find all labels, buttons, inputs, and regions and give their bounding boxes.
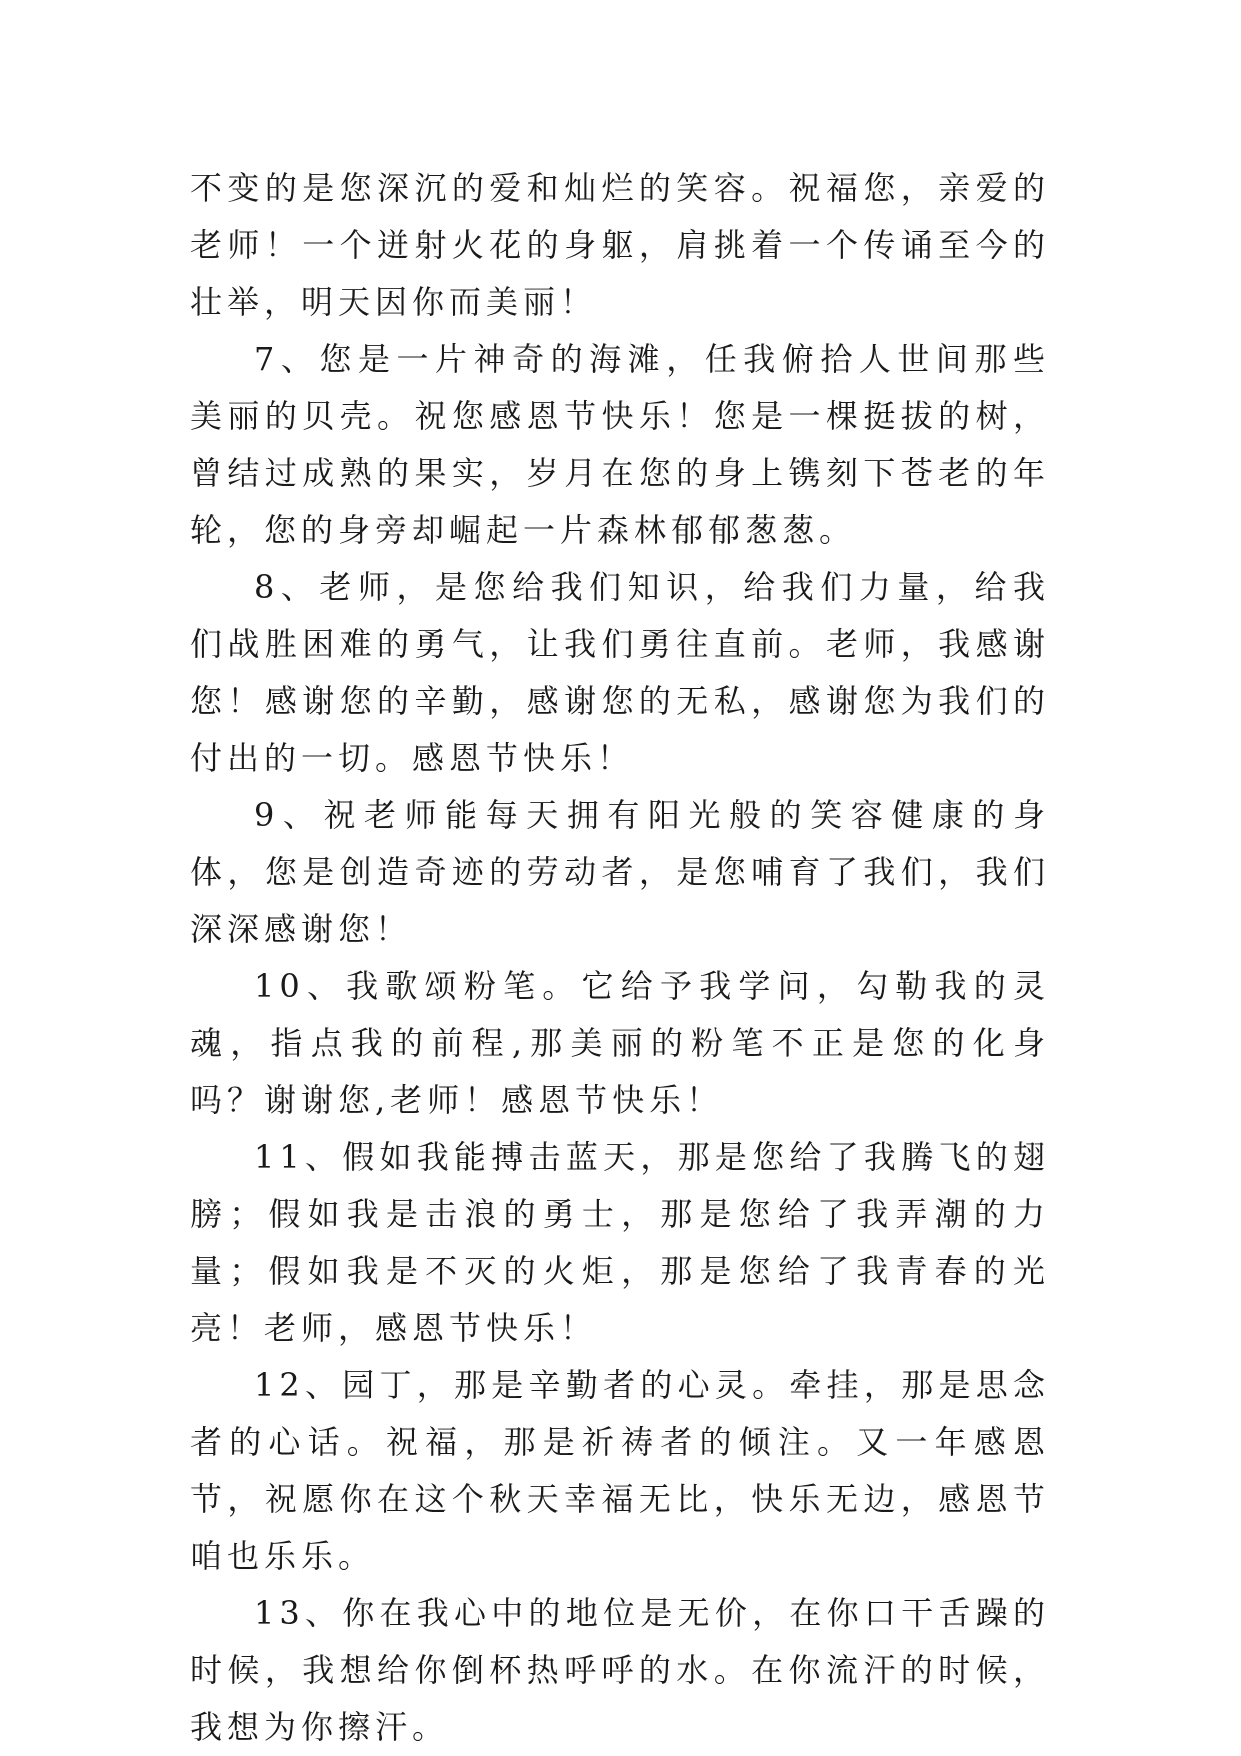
paragraph-item-10: 10、我歌颂粉笔。它给予我学问，勾勒我的灵魂，指点我的前程,那美丽的粉笔不正是您的化身吗？谢谢您,老师！感恩节快乐！ (190, 967, 1050, 1119)
paragraph-item-11: 11、假如我能搏击蓝天，那是您给了我腾飞的翅膀；假如我是击浪的勇士，那是您给了我弄潮的力量；假如我是不灭的火炬，那是您给了我青春的光亮！老师，感恩节快乐！ (190, 1138, 1050, 1347)
paragraph-item-8: 8、老师，是您给我们知识，给我们力量，给我们战胜困难的勇气，让我们勇往直前。老师，我感谢您！感谢您的辛勤，感谢您的无私，感谢您为我们的付出的一切。感恩节快乐！ (190, 568, 1050, 777)
paragraph-item-12: 12、园丁，那是辛勤者的心灵。牵挂，那是思念者的心话。祝福，那是祈祷者的倾注。又一年感恩节，祝愿你在这个秋天幸福无比，快乐无边，感恩节咱也乐乐。 (190, 1366, 1050, 1575)
document-body (190, 160, 1050, 1756)
paragraph-item-9: 9、祝老师能每天拥有阳光般的笑容健康的身体，您是创造奇迹的劳动者，是您哺育了我们，我们深深感谢您！ (190, 796, 1050, 948)
paragraph-continuation: 不变的是您深沉的爱和灿烂的笑容。祝福您，亲爱的老师！一个迸射火花的身躯，肩挑着一个传诵至今的壮举，明天因你而美丽！ (190, 169, 1050, 321)
paragraph-item-7: 7、您是一片神奇的海滩，任我俯拾人世间那些美丽的贝壳。祝您感恩节快乐！您是一棵挺拔的树，曾结过成熟的果实，岁月在您的身上镌刻下苍老的年轮，您的身旁却崛起一片森林郁郁葱葱。 (190, 340, 1050, 549)
paragraph-item-13: 13、你在我心中的地位是无价，在你口干舌躁的时候，我想给你倒杯热呼呼的水。在你流汗的时候，我想为你擦汗。 (190, 1594, 1050, 1746)
